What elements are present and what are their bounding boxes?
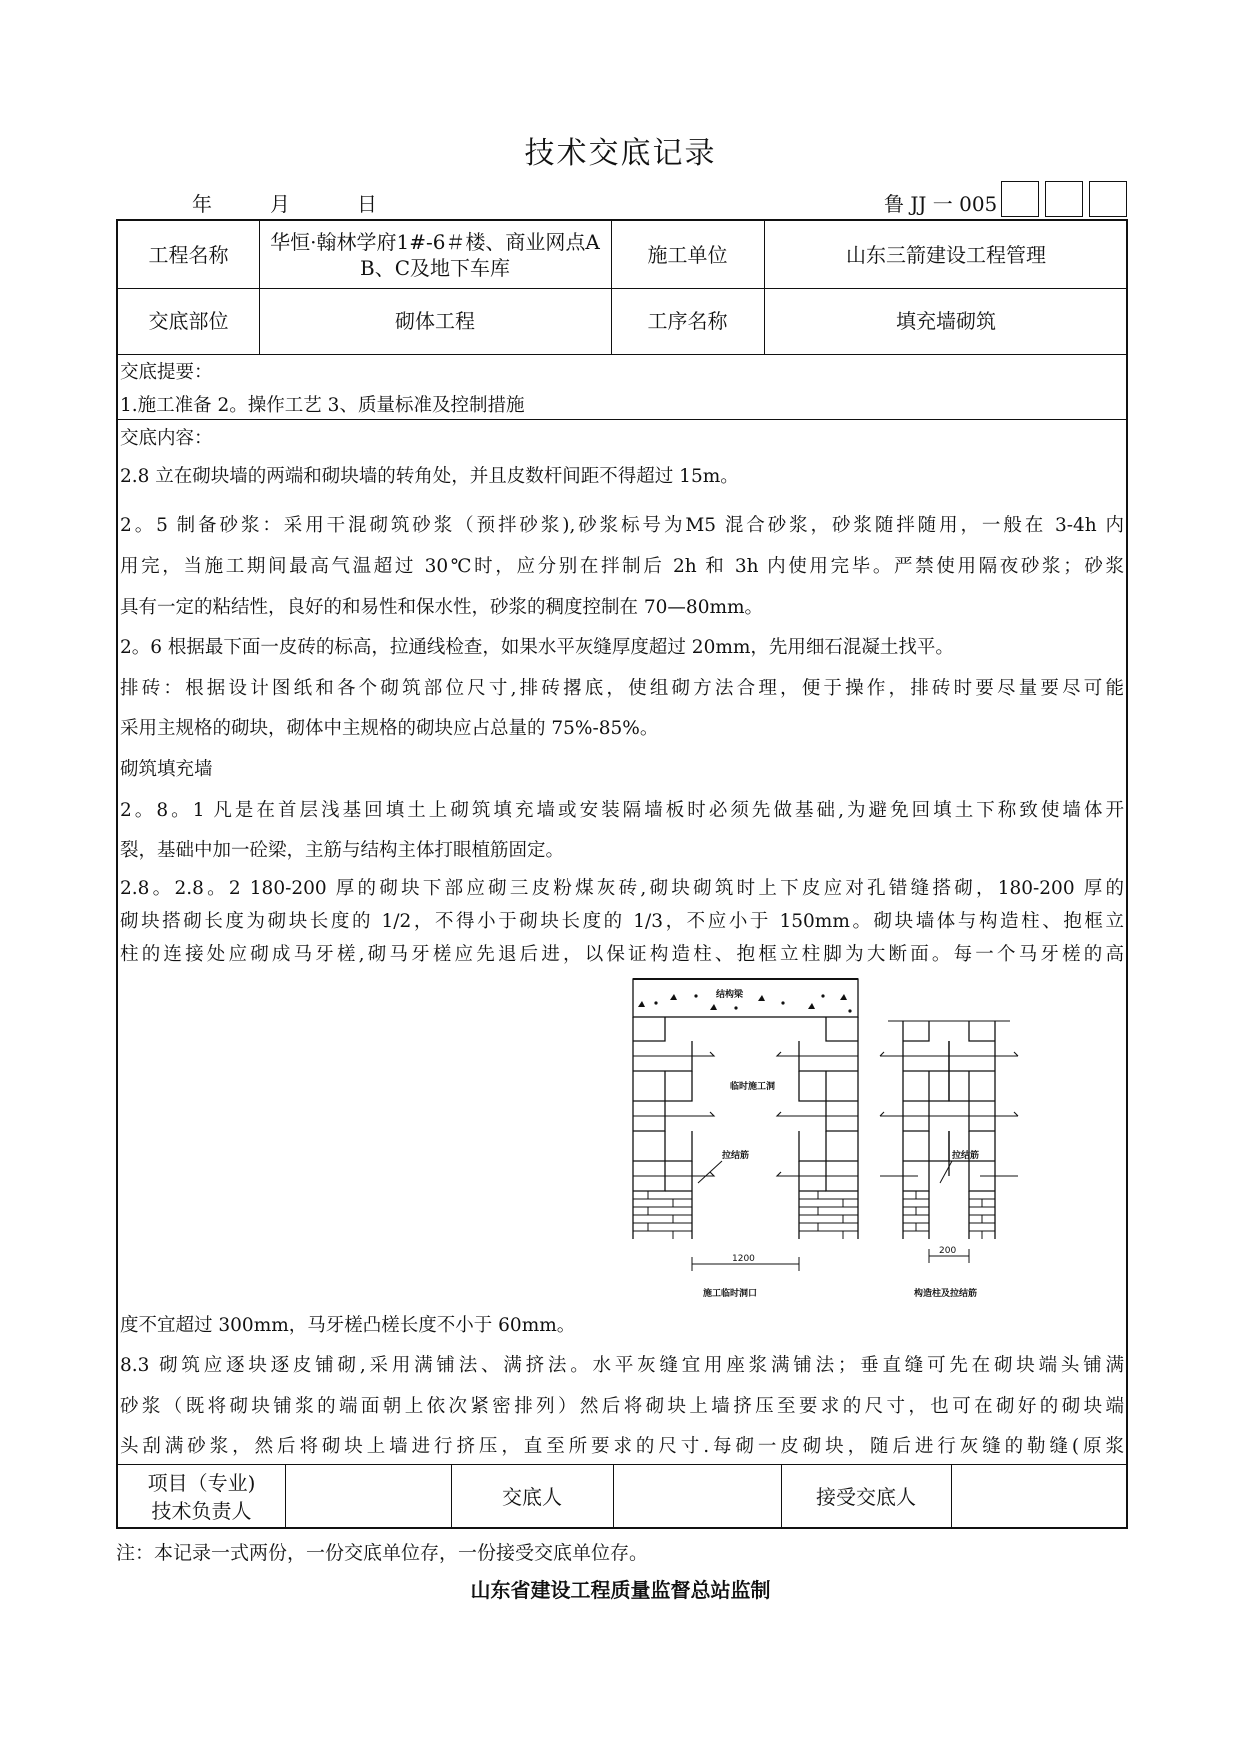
code-box-3 [1089,181,1127,217]
summary-label: 交底提要： [120,362,213,383]
process-value: 填充墙砌筑 [896,309,996,333]
discloser-label: 交底人 [502,1484,562,1509]
lead-signature-field[interactable] [285,1464,451,1529]
content-line: 2。8。1 凡是在首层浅基回填土上砌筑填充墙或安装隔墙板时必须先做基础,为避免回填土下称致使墙体开 [120,800,1124,821]
record-note: 注：本记录一式两份，一份交底单位存，一份接受交底单位存。 [116,1542,649,1564]
contractor-value: 山东三箭建设工程管理 [846,242,1046,267]
caption-left: 施工临时洞口 [703,1289,758,1299]
project-name-label: 工程名称 [148,242,229,267]
code-box-2 [1045,181,1083,217]
code-box-1 [1001,181,1039,217]
process-label: 工序名称 [647,309,728,333]
opening-label: 临时施工洞 [730,1082,776,1092]
part-label: 交底部位 [148,309,229,333]
content-line: 8.3 砌筑应逐块逐皮铺砌,采用满铺法、满挤法。水平灰缝宜用座浆满铺法；垂直缝可先在砌块端头铺满 [120,1355,1124,1376]
dimension-right: 200 [939,1246,957,1256]
caption-right: 构造柱及拉结筋 [914,1289,978,1299]
receiver-label: 接受交底人 [816,1484,916,1509]
content-line: 2.8。2.8。2 180-200 厚的砌块下部应砌三皮粉煤灰砖,砌块砌筑时上下皮应对孔错缝搭砌，180-200 厚的 [120,878,1124,899]
page-title: 技术交底记录 [524,136,717,171]
content-line: 具有一定的粘结性，良好的和易性和保水性，砂浆的稠度控制在 70—80mm。 [120,597,764,618]
tie-label-left: 拉结筋 [722,1151,750,1161]
content-line: 裂，基础中加一砼梁，主筋与结构主体打眼植筋固定。 [120,840,565,861]
content-line: 头刮满砂浆，然后将砌块上墙进行挤压，直至所要求的尺寸.每砌一皮砌块，随后进行灰缝的勒缝(原浆 [120,1436,1124,1457]
dimension-left: 1200 [732,1254,755,1264]
content-line: 砌块搭砌长度为砌块长度的 1/2，不得小于砌块长度的 1/3，不应小于 150mm。砌块墙体与构造柱、抱框立 [120,911,1124,932]
content-line: 砂浆（既将砌块铺浆的端面朝上依次紧密排列）然后将砌块上墙挤压至要求的尺寸，也可在砌好的砌块端 [120,1396,1124,1417]
content-line: 2。6 根据最下面一皮砖的标高，拉通线检查，如果水平灰缝厚度超过 20mm，先用细石混凝土找平。 [120,637,954,658]
issuer-footer: 山东省建设工程质量监督总站监制 [470,1578,771,1602]
content-line: 用完，当施工期间最高气温超过 30℃时，应分别在拌制后 2h 和 3h 内使用完毕。严禁使用隔夜砂浆；砂浆 [120,556,1124,577]
discloser-signature-field[interactable] [613,1464,781,1529]
form-code: 鲁 JJ 一 005 [884,192,998,216]
content-line: 砌筑填充墙 [120,759,213,780]
disclosure-table [116,219,1128,1529]
content-line: 排砖：根据设计图纸和各个砌筑部位尺寸,排砖撂底，使组砌方法合理，便于操作，排砖时要尽量要尽可能 [120,678,1124,699]
project-name-line2: B、C及地下车库 [360,255,510,280]
content-line: 度不宜超过 300mm，马牙槎凸槎长度不小于 60mm。 [120,1315,576,1336]
tie-label-right: 拉结筋 [952,1151,980,1161]
masonry-figures [118,221,1126,1466]
project-name-line1: 华恒·翰林学府1#-6＃楼、商业网点A [270,229,600,254]
content-line: 2.8 立在砌块墙的两端和砌块墙的转角处，并且皮数杆间距不得超过 15m。 [120,466,739,487]
lead-label-line2: 技术负责人 [151,1498,252,1523]
content-label: 交底内容： [120,428,213,449]
content-line: 采用主规格的砌块，砌体中主规格的砌块应占总量的 75%-85%。 [120,718,659,739]
contractor-label: 施工单位 [647,242,728,267]
lead-label-line1: 项目（专业) [147,1470,256,1495]
content-line: 2。5 制备砂浆：采用干混砌筑砂浆（预拌砂浆),砂浆标号为M5 混合砂浆，砂浆随拌随用，一般在 3-4h 内 [120,515,1124,536]
date-day-label: 日 [357,192,377,216]
content-line: 柱的连接处应砌成马牙槎,砌马牙槎应先退后进，以保证构造柱、抱框立柱脚为大断面。每一个马牙槎的高 [120,944,1124,965]
summary-text: 1.施工准备 2。操作工艺 3、质量标准及控制措施 [120,395,525,416]
receiver-signature-field[interactable] [951,1464,1126,1529]
date-month-label: 月 [270,192,290,216]
beam-label: 结构梁 [716,990,744,1000]
date-year-label: 年 [192,192,212,216]
part-value: 砌体工程 [395,309,475,333]
lead-label [118,1464,285,1529]
